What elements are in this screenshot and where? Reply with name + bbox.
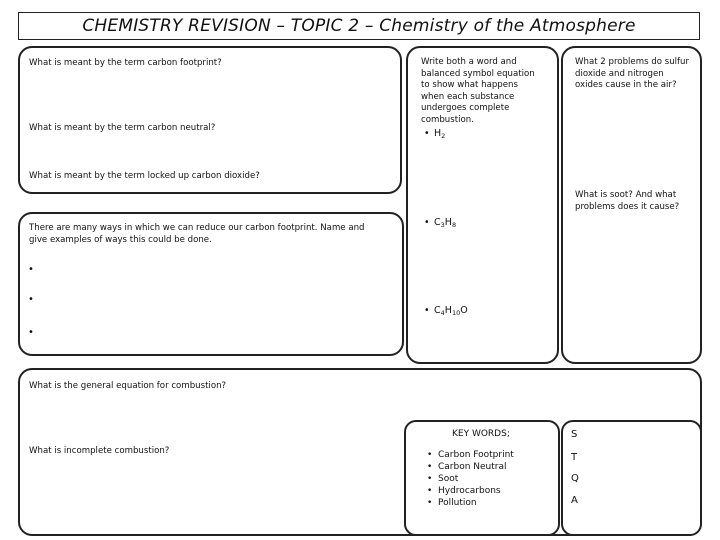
formula-propane: [434, 217, 456, 229]
stqa-letter: S: [571, 429, 578, 440]
key-word-item: • Pollution: [438, 497, 514, 509]
question-incomplete-combustion: What is incomplete combustion?: [29, 446, 170, 456]
key-word-item: • Carbon Neutral: [438, 461, 514, 473]
formula-part: H: [444, 217, 452, 228]
stqa-letter: A: [571, 495, 578, 506]
formula-subscript: 2: [441, 132, 446, 140]
combustion-prompt: Write both a word and balanced symbol equation to show what happens when each substance undergoes complete combustion.: [421, 57, 535, 125]
formula-part: H: [444, 305, 452, 316]
question-sulfur-nitrogen: What 2 problems do sulfur dioxide and nitrogen oxides cause in the air?: [575, 57, 690, 90]
key-word-item: • Carbon Footprint: [438, 449, 514, 461]
reduce-footprint-text: There are many ways in which we can reduce our carbon footprint. Name and give examples of ways this could be done.: [29, 223, 365, 245]
stqa-letter: T: [571, 452, 578, 463]
formula-part: C: [434, 305, 441, 316]
question-carbon-footprint: What is meant by the term carbon footprint?: [29, 58, 222, 68]
reduce-bullet: •: [28, 264, 34, 275]
formula-butanol: [434, 305, 468, 317]
formula-part: O: [460, 305, 468, 316]
page-title: CHEMISTRY REVISION – TOPIC 2 – Chemistry of the Atmosphere: [18, 12, 700, 40]
question-locked-carbon: What is meant by the term locked up carbon dioxide?: [29, 171, 260, 181]
formula-subscript: 8: [451, 221, 457, 229]
key-word-item: • Hydrocarbons: [438, 485, 514, 497]
question-general-equation: What is the general equation for combustion?: [29, 381, 227, 391]
formula-part: C: [434, 217, 441, 228]
formula-subscript: 10: [451, 309, 461, 317]
question-carbon-neutral: What is meant by the term carbon neutral?: [29, 123, 216, 133]
reduce-bullet: •: [28, 327, 34, 338]
question-soot: What is soot? And what problems does it cause?: [575, 190, 680, 212]
stqa-box: [561, 420, 702, 536]
stqa-letter: Q: [571, 473, 579, 484]
formula-part: H: [434, 128, 442, 139]
formula-subscript: 4: [440, 309, 445, 317]
key-words-heading: KEY WORDS;: [452, 429, 510, 439]
reduce-bullet: •: [28, 294, 34, 305]
key-word-item: • Soot: [438, 473, 514, 485]
formula-hydrogen: [434, 128, 445, 140]
formula-subscript: 3: [440, 221, 445, 229]
key-words-list: [438, 449, 514, 509]
